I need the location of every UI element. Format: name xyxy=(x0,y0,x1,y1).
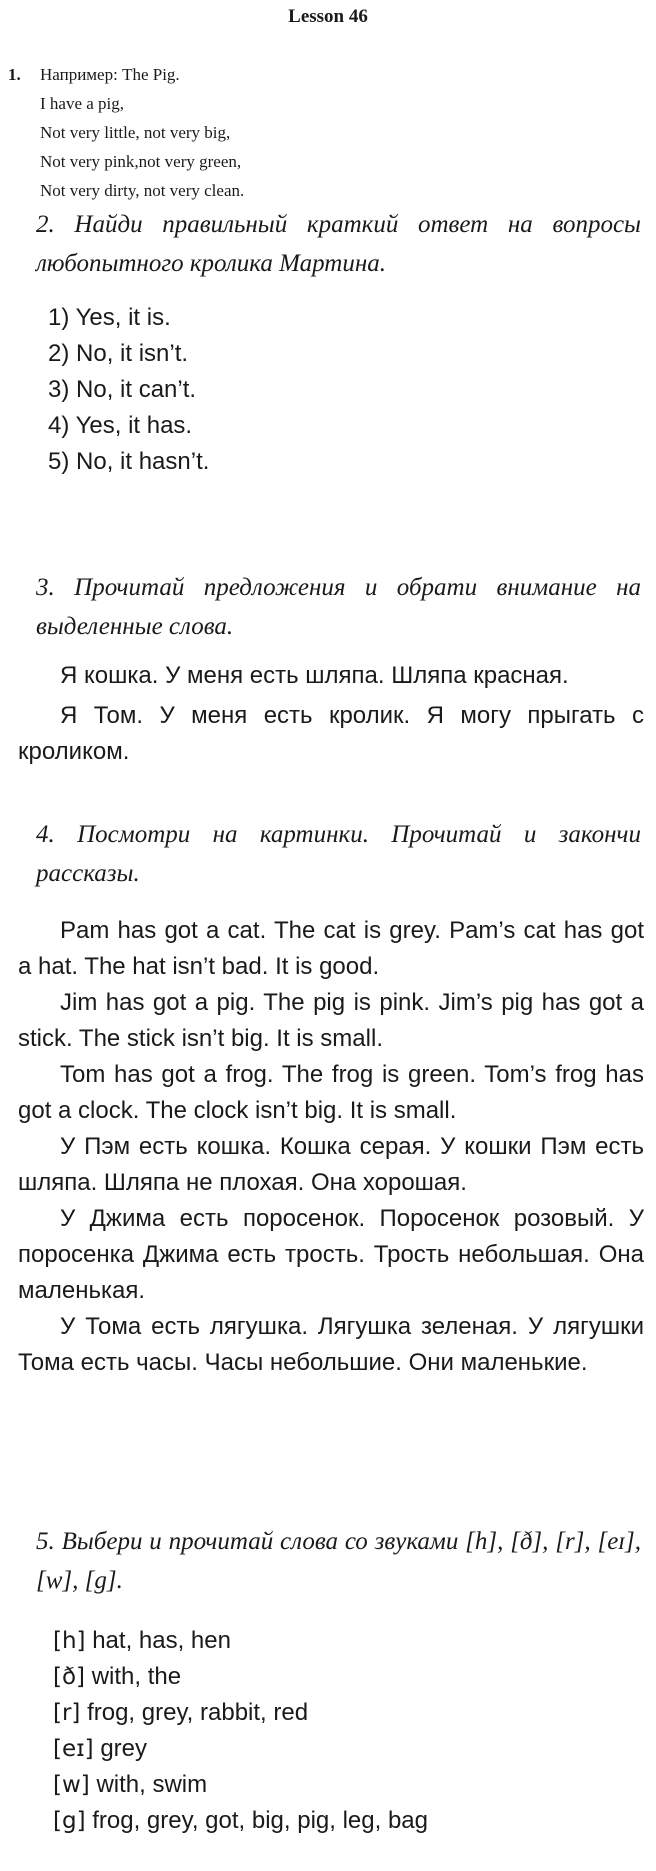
sound-words: hat, has, hen xyxy=(92,1627,231,1654)
poem-line: I have a pig, xyxy=(40,94,125,113)
task4-text xyxy=(18,913,644,1381)
sound-words: with, swim xyxy=(96,1771,208,1798)
poem-line: Not very pink,not very green, xyxy=(40,152,242,171)
sound-symbol: [h] xyxy=(53,1628,86,1654)
sound-item xyxy=(53,1767,633,1803)
answer-item: 2) No, it isn’t. xyxy=(48,340,189,367)
poem-line: Not very dirty, not very clean. xyxy=(40,181,245,200)
sound-symbol: [ð] xyxy=(53,1664,86,1690)
task2-heading: 2. Найди правильный краткий ответ на вопросы любопытного кролика Мартина. xyxy=(36,211,641,277)
task1-number: 1. xyxy=(8,65,21,84)
task4-heading: 4. Посмотри на картинки. Прочитай и закончи рассказы. xyxy=(36,821,641,887)
paragraph: Pam has got a cat. The cat is grey. Pam’s cat has got a hat. The hat isn’t bad. It is good. xyxy=(18,917,644,980)
sound-words: grey xyxy=(100,1735,148,1762)
paragraph: Jim has got a pig. The pig is pink. Jim’s pig has got a stick. The stick isn’t big. It is small. xyxy=(18,989,644,1052)
answer-item: 5) No, it hasn’t. xyxy=(48,448,210,475)
sound-item xyxy=(53,1623,633,1659)
sound-symbol: [w] xyxy=(53,1772,90,1798)
answer-item: 1) Yes, it is. xyxy=(48,304,171,331)
answer-item: 4) Yes, it has. xyxy=(48,412,193,439)
lesson-title: Lesson 46 xyxy=(288,6,368,27)
answer-item: 3) No, it can’t. xyxy=(48,376,197,403)
task3-text xyxy=(18,658,644,770)
sound-words: frog, grey, rabbit, red xyxy=(87,1699,309,1726)
paragraph: Я Том. У меня есть кролик. Я могу прыгать с кроликом. xyxy=(18,702,644,765)
task3-heading: 3. Прочитай предложения и обрати внимание на выделенные слова. xyxy=(36,574,641,640)
task2-answers xyxy=(48,300,608,480)
sound-words: with, the xyxy=(91,1663,182,1690)
sound-item xyxy=(53,1731,633,1767)
sound-words: frog, grey, got, big, pig, leg, bag xyxy=(92,1807,428,1834)
paragraph: У Пэм есть кошка. Кошка серая. У кошки Пэм есть шляпа. Шляпа не плохая. Она хорошая. xyxy=(18,1133,644,1196)
paragraph: У Джима есть поросенок. Поросенок розовый. У поросенка Джима есть трость. Трость небольшая. Она маленькая. xyxy=(18,1205,644,1304)
sound-item xyxy=(53,1659,633,1695)
task5-sounds xyxy=(53,1623,633,1839)
task5-heading: 5. Выбери и прочитай слова со звуками [h], [ð], [r], [eɪ], [w], [g]. xyxy=(36,1528,641,1594)
sound-symbol: [g] xyxy=(53,1808,86,1834)
sound-item xyxy=(53,1695,633,1731)
poem-line: Not very little, not very big, xyxy=(40,123,231,142)
paragraph: Tom has got a frog. The frog is green. Tom’s frog has got a clock. The clock isn’t big. It is small. xyxy=(18,1061,644,1124)
paragraph: У Тома есть лягушка. Лягушка зеленая. У лягушки Тома есть часы. Часы небольшие. Они маленькие. xyxy=(18,1313,644,1376)
poem-line: 1. Например: The Pig. xyxy=(8,60,244,89)
sound-symbol: [r] xyxy=(53,1700,81,1726)
task1-poem xyxy=(8,60,244,205)
sound-item xyxy=(53,1803,633,1839)
sound-symbol: [eɪ] xyxy=(53,1736,94,1762)
paragraph: Я кошка. У меня есть шляпа. Шляпа красная. xyxy=(60,662,569,689)
